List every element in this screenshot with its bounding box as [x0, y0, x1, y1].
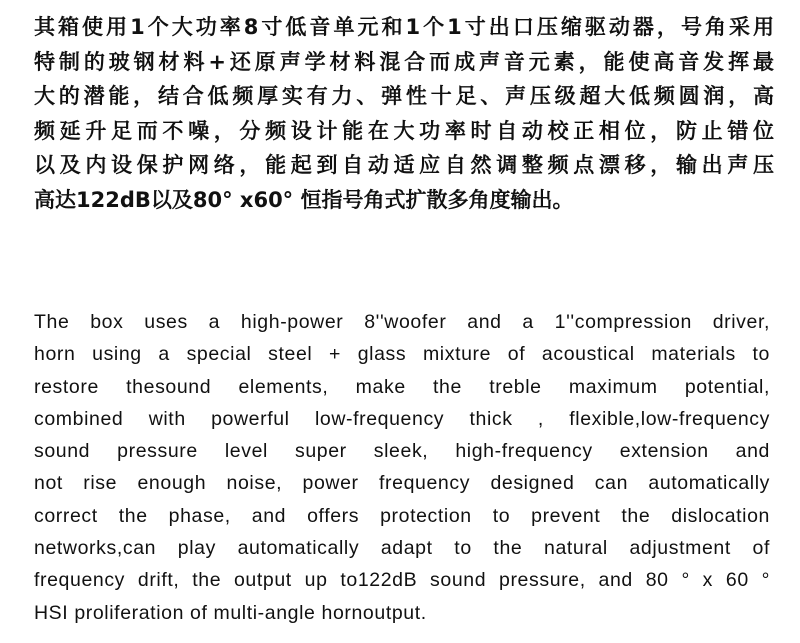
english-text-line: frequency drift, the output up to122dB sound pressure, and 80 ° x 60 ° — [34, 569, 770, 592]
english-text-line: not rise enough noise, power frequency designed can automatically — [34, 472, 770, 495]
english-text-line: The box uses a high-power 8''woofer and a 1''compression driver, — [34, 311, 770, 333]
chinese-text-line: 高达122dB以及80° x60° 恒指号角式扩散多角度输出。 — [34, 187, 574, 212]
chinese-description-paragraph — [34, 10, 774, 218]
english-text-line: correct the phase, and offers protection to prevent the dislocation — [34, 504, 770, 527]
english-text-line: HSI proliferation of multi-angle hornoutput. — [34, 601, 427, 624]
english-text-line: sound pressure level super sleek, high-frequency extension and — [34, 440, 770, 463]
chinese-text-line: 频延升足而不噪，分频设计能在大功率时自动校正相位，防止错位 — [34, 118, 774, 143]
english-text-line: horn using a special steel + glass mixture of acoustical materials to — [34, 343, 770, 366]
chinese-text-line: 以及内设保护网络，能起到自动适应自然调整频点漂移，输出声压 — [34, 153, 774, 178]
chinese-text-line: 大的潜能，结合低频厚实有力、弹性十足、声压级超大低频圆润，高 — [34, 84, 774, 109]
english-text-line: networks,can play automatically adapt to the natural adjustment of — [34, 537, 770, 560]
chinese-text-line: 其箱使用1个大功率8寸低音单元和1个1寸出口压缩驱动器，号角采用 — [34, 15, 774, 39]
english-description-paragraph — [34, 306, 770, 629]
english-text-line: restore thesound elements, make the treble maximum potential, — [34, 375, 770, 398]
english-text-line: combined with powerful low-frequency thick , flexible,low-frequency — [34, 407, 770, 430]
chinese-text-line: 特制的玻钢材料+还原声学材料混合而成声音元素，能使高音发挥最 — [34, 49, 774, 74]
